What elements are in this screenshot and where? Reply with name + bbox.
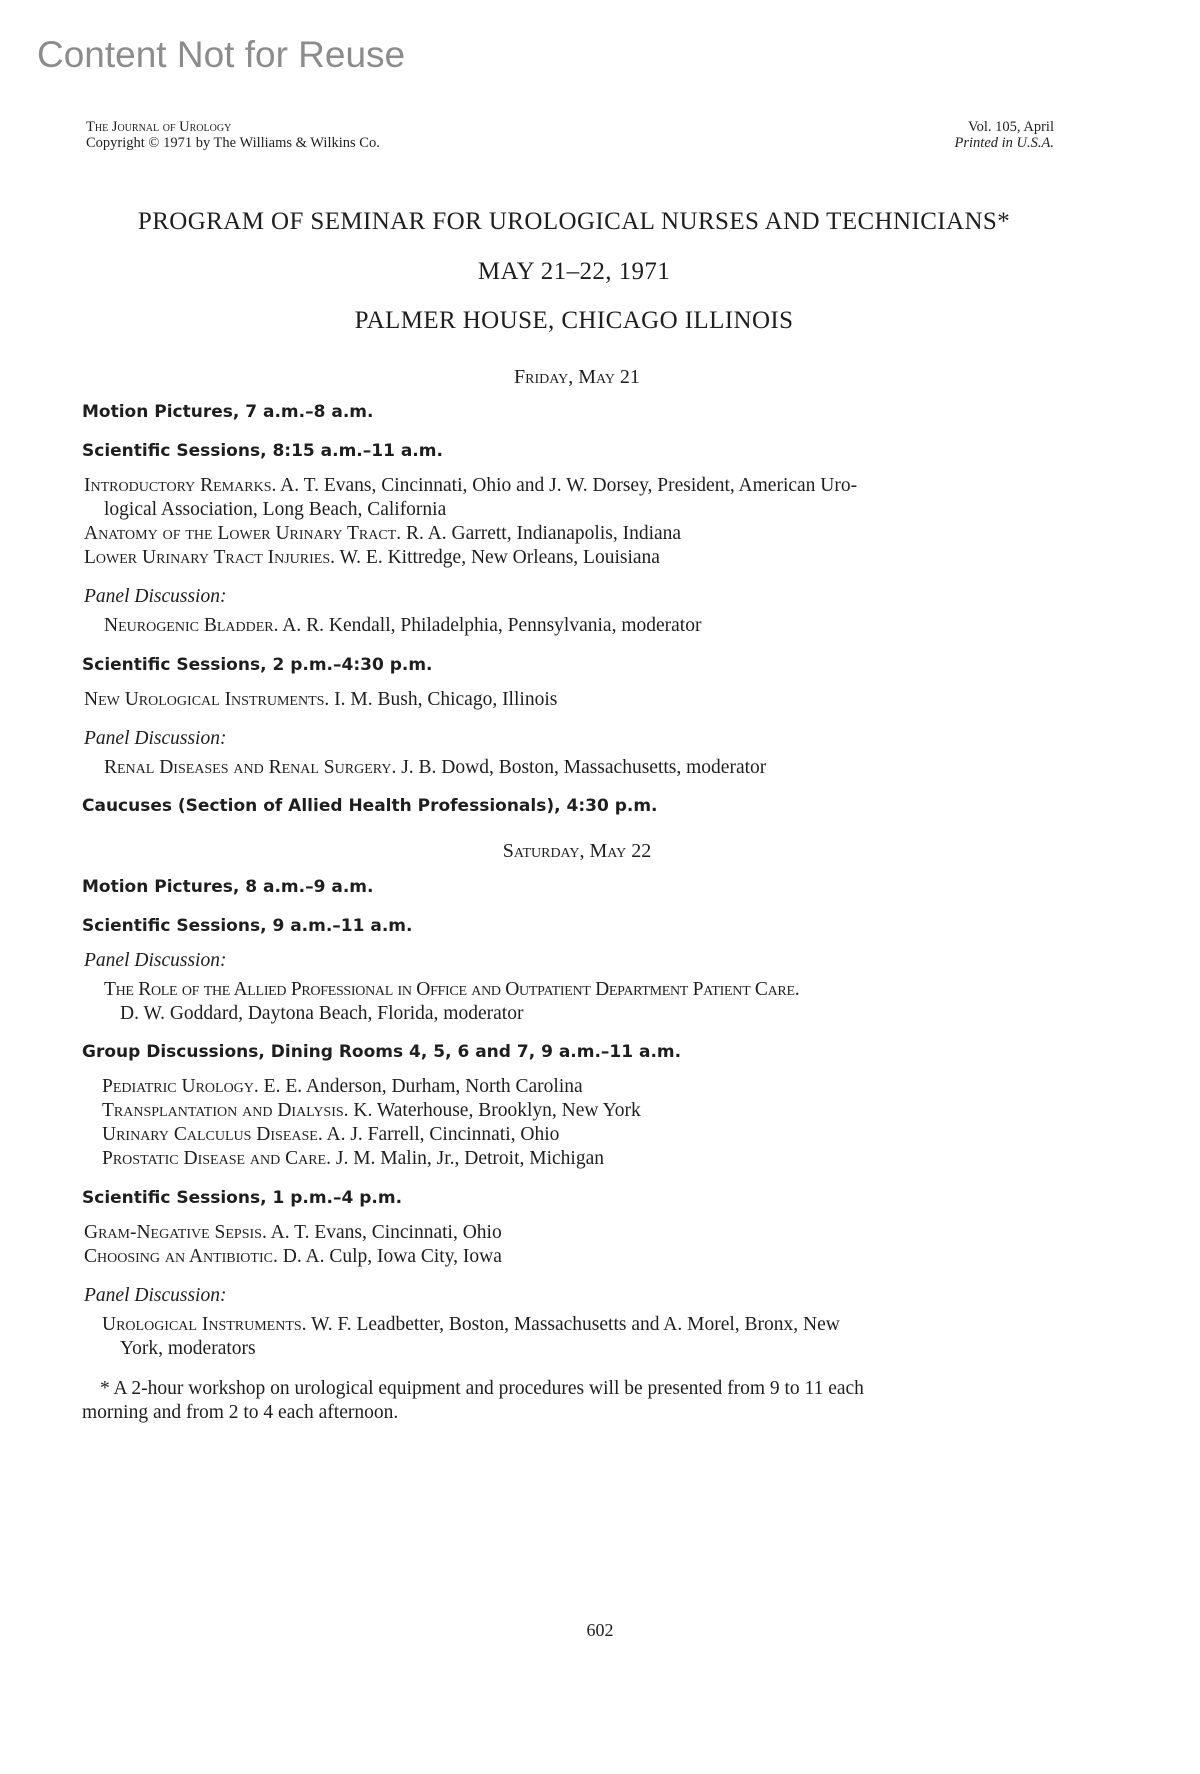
entry-choosing-antibiotic xyxy=(84,1246,502,1268)
friday-scientific-session-2: Scientific Sessions, 2 p.m.–4:30 p.m. xyxy=(82,655,433,675)
entry-urological-instruments xyxy=(102,1314,840,1336)
panel-discussion-label: Panel Discussion: xyxy=(84,586,227,607)
entry-gram-negative-sepsis xyxy=(84,1222,502,1244)
friday-heading: Friday, May 21 xyxy=(514,366,640,388)
entry-text: D. A. Culp, Iowa City, Iowa xyxy=(277,1246,502,1267)
entry-neurogenic-bladder xyxy=(104,615,701,637)
entry-text: E. E. Anderson, Durham, North Carolina xyxy=(258,1076,583,1097)
printed-line: Printed in U.S.A. xyxy=(954,135,1054,151)
entry-text: W. F. Leadbetter, Boston, Massachusetts and A. Morel, Bronx, New xyxy=(306,1314,840,1335)
entry-allied-role xyxy=(104,979,799,1001)
copyright-line: Copyright © 1971 by The Williams & Wilkins Co. xyxy=(86,135,380,151)
entry-introductory-remarks-cont: logical Association, Long Beach, California xyxy=(104,499,447,520)
friday-scientific-session-1: Scientific Sessions, 8:15 a.m.–11 a.m. xyxy=(82,441,443,461)
footnote: * A 2-hour workshop on urological equipment and procedures will be presented from 9 to 11 each xyxy=(100,1378,864,1399)
entry-text: A. T. Evans, Cincinnati, Ohio xyxy=(266,1222,502,1243)
program-location: PALMER HOUSE, CHICAGO ILLINOIS xyxy=(354,307,794,334)
entry-renal-diseases xyxy=(104,757,766,779)
entry-title: Choosing an Antibiotic. xyxy=(84,1246,278,1267)
entry-title: Anatomy of the Lower Urinary Tract. xyxy=(84,523,402,544)
program-dates: MAY 21–22, 1971 xyxy=(477,258,671,285)
saturday-group-discussions: Group Discussions, Dining Rooms 4, 5, 6 and 7, 9 a.m.–11 a.m. xyxy=(82,1042,682,1062)
entry-new-instruments xyxy=(84,689,557,711)
entry-injuries xyxy=(84,547,660,569)
entry-allied-role-cont: D. W. Goddard, Daytona Beach, Florida, moderator xyxy=(120,1003,524,1024)
entry-title: The Role of the Allied Professional in Office and Outpatient Department Patient Care. xyxy=(104,979,800,1000)
saturday-heading: Saturday, May 22 xyxy=(502,840,652,862)
entry-text: K. Waterhouse, Brooklyn, New York xyxy=(348,1100,641,1121)
entry-text: J. B. Dowd, Boston, Massachusetts, moderator xyxy=(396,757,767,778)
entry-text: A. J. Farrell, Cincinnati, Ohio xyxy=(322,1124,560,1145)
panel-discussion-label: Panel Discussion: xyxy=(84,950,227,971)
program-title: PROGRAM OF SEMINAR FOR UROLOGICAL NURSES AND TECHNICIANS* xyxy=(137,208,1011,235)
entry-title: Lower Urinary Tract Injuries. xyxy=(84,547,336,568)
entry-text: J. M. Malin, Jr., Detroit, Michigan xyxy=(331,1148,604,1169)
entry-text: A. T. Evans, Cincinnati, Ohio and J. W. Dorsey, President, American Uro- xyxy=(276,475,858,496)
entry-title: Prostatic Disease and Care. xyxy=(102,1148,331,1169)
volume-line: Vol. 105, April xyxy=(968,119,1054,135)
entry-introductory-remarks xyxy=(84,475,857,497)
journal-name: The Journal of Urology xyxy=(86,119,232,135)
footnote-cont: morning and from 2 to 4 each afternoon. xyxy=(82,1402,399,1423)
entry-text: R. A. Garrett, Indianapolis, Indiana xyxy=(401,523,682,544)
entry-title: Renal Diseases and Renal Surgery. xyxy=(104,757,397,778)
journal-header xyxy=(86,119,380,151)
entry-pediatric-urology xyxy=(102,1076,583,1098)
friday-motion-pictures: Motion Pictures, 7 a.m.–8 a.m. xyxy=(82,402,374,422)
entry-title: Neurogenic Bladder. xyxy=(104,615,279,636)
entry-transplantation xyxy=(102,1100,641,1122)
page-number: 602 xyxy=(586,1620,614,1640)
saturday-scientific-session-1: Scientific Sessions, 9 a.m.–11 a.m. xyxy=(82,916,413,936)
entry-title: Pediatric Urology. xyxy=(102,1076,259,1097)
entry-text: I. M. Bush, Chicago, Illinois xyxy=(329,689,558,710)
entry-prostatic-disease xyxy=(102,1148,604,1170)
friday-caucuses: Caucuses (Section of Allied Health Professionals), 4:30 p.m. xyxy=(82,796,658,816)
entry-urinary-calculus xyxy=(102,1124,559,1146)
entry-title: Urological Instruments. xyxy=(102,1314,307,1335)
panel-discussion-label: Panel Discussion: xyxy=(84,1285,227,1306)
entry-title: Gram-Negative Sepsis. xyxy=(84,1222,267,1243)
panel-discussion-label: Panel Discussion: xyxy=(84,728,227,749)
entry-urological-instruments-cont: York, moderators xyxy=(120,1338,256,1359)
entry-text: W. E. Kittredge, New Orleans, Louisiana xyxy=(335,547,660,568)
entry-title: Introductory Remarks. xyxy=(84,475,277,496)
watermark: Content Not for Reuse xyxy=(37,34,406,75)
saturday-scientific-session-2: Scientific Sessions, 1 p.m.–4 p.m. xyxy=(82,1188,403,1208)
saturday-motion-pictures: Motion Pictures, 8 a.m.–9 a.m. xyxy=(82,877,374,897)
entry-title: Urinary Calculus Disease. xyxy=(102,1124,323,1145)
entry-title: Transplantation and Dialysis. xyxy=(102,1100,349,1121)
entry-text: A. R. Kendall, Philadelphia, Pennsylvania, moderator xyxy=(278,615,702,636)
entry-title: New Urological Instruments. xyxy=(84,689,330,710)
entry-anatomy xyxy=(84,523,681,545)
volume-header xyxy=(955,119,1054,151)
